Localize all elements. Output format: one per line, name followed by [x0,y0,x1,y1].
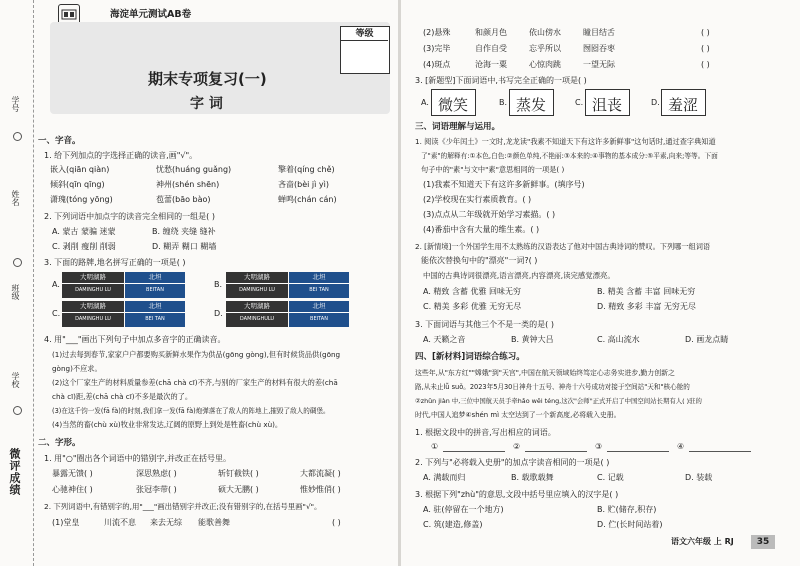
road-sign-a [62,272,186,298]
sign-pinyin: DAMINGHULU [226,312,288,325]
word-item: (1)堂皇 [52,518,80,527]
sign-panel [289,301,349,327]
option: B. 缠绕 夹缝 缝补 [152,227,216,236]
option: A. 天籁之音 [423,335,466,344]
binding-sidebar [0,0,34,566]
word-box-text: 蒸发 [516,96,547,114]
option: B. 贮(储存,积存) [597,505,657,514]
sign-text: 北坦 [148,302,162,310]
question-stem: 3. [新题型]下面词语中,书写完全正确的一项是( ) [415,76,587,85]
question-stem: 2. [新情境]一个外国学生用不太熟练的汉语表达了他对中国古典诗词的赞叹。下列哪一组词语 [415,242,711,251]
sign-panel [226,301,288,327]
binding-hole [13,132,22,141]
question-stem: 2. 下列词语中,有错别字的,用"___"画出错别字并改正;没有错别字的,在括号里画"√"。 [44,502,322,511]
question-stem: 1. 用"○"圈出各个词语中的错别字,并改正在括号里。 [44,454,232,463]
sign-panel [226,272,288,298]
sign-text: 大明湖路 [244,273,270,281]
word-box-d [661,89,706,116]
question-stem: 3. 根据下列"zhù"的意思,文段中括号里应填入的汉字是( ) [415,490,619,499]
choice-item: 潇瑰(tóng yōng) [50,195,113,204]
option: D. 装载 [685,473,713,482]
option: A. 满载而归 [423,473,466,482]
word-item: (4)斑点 [423,60,451,69]
blank-label: ④ [677,442,685,451]
section-heading: 二、字形。 [38,438,81,448]
sidebar-brand: 微评成绩 [8,448,21,496]
option-letter: D. [214,309,223,318]
passage-line: 路,从未止lǚ suǒ。2023年5月30日神舟十五号、神舟十六号成功对接于空间站"天和"核心舱的 [415,383,690,391]
sign-pinyin: BEITAN [289,312,349,325]
sign-pinyin: DAMINGHU LU [226,283,288,296]
answer-paren[interactable]: ( ) [701,28,710,37]
sign-pinyin: BEITAN [125,283,185,296]
page-title: 期末专项复习(一) [148,70,267,88]
word-item: (2)悬殊 [423,28,451,37]
section-heading: 三、词语理解与运用。 [415,122,501,132]
footer-label: 语文六年级 上 RJ [671,537,734,546]
question-stem: 1. 根据文段中的拼音,写出相应的词语。 [415,428,556,437]
option: C. 精美 多彩 优雅 无穷无尽 [423,302,522,311]
sign-text: 大明湖路 [80,302,106,310]
sign-pinyin: DAMINGHU LU [62,283,124,296]
question-stem: 2. 下列词语中加点字的读音完全相同的一组是( ) [44,212,215,221]
sign-panel [125,301,185,327]
word-item: 张冠李带( ) [136,485,177,494]
sign-text: 北坦 [312,273,326,281]
passage-line: 句子中的"素"与文中"素"意思相同的一项是( ) [421,165,565,174]
sentence-line: (3)在这千钧一发(fā fà)的时刻,我们拿一发(fā fà)炮弹落在了敌人的阵地上,摧毁了敌人的碉堡。 [52,407,330,415]
sidebar-student-id: 学号 [11,96,20,112]
sentence-line: (4)当然的畜(chù xù)牧业非常发达,辽阔的原野上到处是牲畜(chù xù)。 [52,420,283,429]
sentence-line: chà cī)距,差(chā chà cī)不多是最次的了。 [52,392,193,401]
question-stem: 3. 下面词语与其他三个不是一类的是( ) [415,320,554,329]
passage-line: ②zhǔn jiàn 中,三位中国航天员手牵hǎo wěi téng,这次"会师"正式开启了中国空间站长期有人( )驻的 [415,397,702,405]
answer-blank[interactable] [443,451,505,452]
sign-text: 北坦 [148,273,162,281]
word-item: 自作自受 [475,44,507,53]
word-item: (3)完毕 [423,44,451,53]
word-box-text: 羞涩 [668,96,699,114]
road-sign-d [226,301,350,327]
series-brand: 海淀单元测试AB卷 [110,9,192,20]
option-letter: B. [499,98,508,107]
binding-hole [13,406,22,415]
choice-item: 吝啬(bèi jì yì) [278,180,329,189]
answer-paren[interactable]: ( ) [332,518,341,527]
word-item: 心驰神住( ) [52,485,93,494]
word-box-text: 微笑 [438,96,469,114]
word-item: 沧海一粟 [475,60,507,69]
answer-blank[interactable] [607,451,669,452]
grade-box [340,26,390,74]
option: B. 精美 含蓄 丰富 回味无穷 [597,287,696,296]
grade-label: 等级 [341,27,388,41]
option: C. 筑(建造,修盖) [423,520,483,529]
sentence-line: (2)这个厂家生产的材料质量参差(chā chà cī)不齐,与别的厂家生产的材料有很大的差(chā [52,378,338,387]
right-page [401,0,800,566]
word-item: 川流不息 [104,518,136,527]
sign-pinyin: BEI TAN [289,283,349,296]
sign-text: 大明湖路 [80,273,106,281]
word-box-a [431,89,476,116]
word-item: 心惊肉跳 [529,60,561,69]
sidebar-class: 班级 [11,284,20,300]
road-sign-b [226,272,350,298]
word-item: 来去无综 [150,518,182,527]
choice-item: 忧愁(huáng guǎng) [156,165,232,174]
word-item: 暴露无馈( ) [52,469,93,478]
word-box-b [509,89,554,116]
question-stem: 2. 下列与"必将载入史册"的加点字读音相同的一项是( ) [415,458,610,467]
answer-paren[interactable]: ( ) [701,44,710,53]
answer-paren[interactable]: ( ) [701,60,710,69]
sentence-line: gòng)不应求。 [52,364,102,373]
word-item: 深思熟虑( ) [136,469,177,478]
option-letter: D. [651,98,660,107]
page-number: 35 [751,535,775,549]
question-stem: 1. 给下列加点的字选择正确的读音,画"√"。 [44,151,198,160]
word-item: 忘乎所以 [529,44,561,53]
sub-question: (1)我素不知道天下有这许多新鲜事。(填序号) [423,180,585,189]
option-letter: A. [421,98,429,107]
sidebar-school: 学校 [11,372,20,388]
road-sign-c [62,301,186,327]
option: D. 画龙点睛 [685,335,729,344]
sign-text: 大明湖路 [244,302,270,310]
choice-item: 嵌入(qiān qiàn) [50,165,110,174]
blank-label: ② [513,442,521,451]
sign-panel [289,272,349,298]
passage-line: 时代,中国人追梦④shén mì 太空达到了一个新高度,必将载入史册。 [415,411,621,419]
option: B. 黄钟大吕 [511,335,554,344]
sub-question: (3)点点从二年级就开始学习素描。( ) [423,210,556,219]
page-subtitle: 字 词 [190,96,223,112]
left-page [0,0,398,566]
option: D. 糊弄 糊口 糊墙 [152,242,217,251]
word-item: 瞳目结舌 [583,28,615,37]
option-letter: C. [575,98,584,107]
option: A. 驻(停留在一个地方) [423,505,504,514]
binding-hole [13,258,22,267]
option-letter: C. [52,309,61,318]
blank-label: ① [431,442,439,451]
word-item: 大都流凝( ) [300,469,341,478]
passage-line: 了"素"的解释有:①本色,白色:②颜色单纯,不艳丽:③本来的:④事物的基本成分:⑤平素,向来;等等。下面 [421,152,718,160]
option: C. 记载 [597,473,624,482]
sign-pinyin: BEI TAN [125,312,185,325]
word-item: 硕大无鹏( ) [218,485,259,494]
question-stem: 4. 用"___"画出下列句子中加点多音字的正确读音。 [44,335,226,344]
sign-panel [62,272,124,298]
word-item: 惟妙惟俏( ) [300,485,341,494]
quoted-sentence: 中国的古典诗词很漂亮,语言漂亮,内容漂亮,读完感觉漂亮。 [423,271,615,280]
section-heading: 四、[新材料]词语综合练习。 [415,352,525,362]
section-heading: 一、字音。 [38,136,81,146]
blank-label: ③ [595,442,603,451]
word-item: 斩钉截铁( ) [218,469,259,478]
word-box-c [585,89,630,116]
choice-item: 蝉鸣(chán cán) [278,195,337,204]
sign-text: 北坦 [312,302,326,310]
word-item: 一望无际 [583,60,615,69]
answer-blank[interactable] [525,451,587,452]
choice-item: 神州(shén shēn) [156,180,220,189]
passage-line: 这些年,从"东方红""嫦娥"到"天宫",中国在航天领域始终笃定心志务实进步,勤力创新之 [415,369,675,377]
word-item: 依山傍水 [529,28,561,37]
word-item: 能歌善舞 [198,518,230,527]
choice-item: 苞蕾(bāo bào) [156,195,211,204]
choice-item: 倾斜(qīn qīng) [50,180,105,189]
sign-panel [62,301,124,327]
option-letter: A. [52,280,60,289]
passage-line: 1. 阅读《少年闰土》一文时,龙龙读"我素不知道天下有这许多新鲜事"这句话时,通过查字典知道 [415,137,716,146]
answer-blank[interactable] [689,451,751,452]
option: A. 精致 含蓄 优雅 回味无穷 [423,287,522,296]
word-item: 囫囵吞枣 [583,44,615,53]
option: A. 蒙古 蒙骗 迷蒙 [52,227,116,236]
option: D. 伫(长时间站着) [597,520,663,529]
option: D. 精致 多彩 丰富 无穷无尽 [597,302,696,311]
sign-panel [125,272,185,298]
sub-question: (2)学校现在实行素质教育。( ) [423,195,532,204]
choice-item: 擎着(qíng chě) [278,165,335,174]
question-stem: 能依次替换句中的"漂亮"一词?( ) [421,256,538,265]
option-letter: B. [214,280,223,289]
option: B. 载歌载舞 [511,473,554,482]
sign-pinyin: DAMINGHU LU [62,312,124,325]
word-item: 和颜月色 [475,28,507,37]
sub-question: (4)番茄中含有大量的维生素。( ) [423,225,540,234]
word-box-text: 沮丧 [592,96,623,114]
option: C. 高山流水 [597,335,640,344]
sidebar-name: 姓名 [11,190,20,206]
sentence-line: (1)过去每到春节,家家户户都要购买新鲜水果作为供品(gōng gòng),但有时候货品供(gōng [52,350,341,359]
question-stem: 3. 下面的路牌,地名拼写正确的一项是( ) [44,258,186,267]
option: C. 剥削 瘦削 削弱 [52,242,116,251]
